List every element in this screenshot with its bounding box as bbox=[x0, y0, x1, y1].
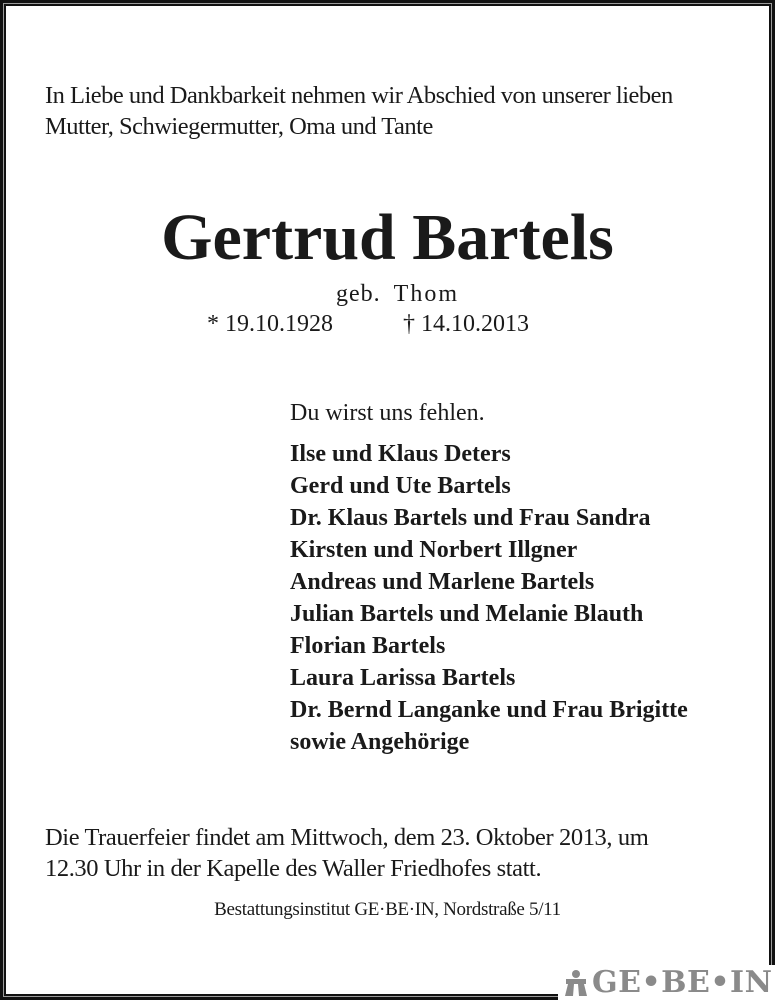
death-date: † 14.10.2013 bbox=[403, 311, 529, 337]
intro-line: Mutter, Schwiegermutter, Oma und Tante bbox=[45, 113, 433, 140]
undertaker-info: Bestattungsinstitut GE·BE·IN, Nordstraße 5/11 bbox=[214, 899, 561, 920]
mourner-entry: Andreas und Marlene Bartels bbox=[290, 569, 595, 595]
maiden-name: Thom bbox=[393, 281, 459, 307]
mourner-entry: Kirsten und Norbert Illgner bbox=[290, 537, 578, 563]
maiden-prefix: geb. bbox=[336, 281, 381, 307]
birth-date: * 19.10.1928 bbox=[207, 311, 333, 337]
service-line: 12.30 Uhr in der Kapelle des Waller Friedhofes statt. bbox=[45, 855, 542, 882]
gebein-figure-icon bbox=[564, 969, 588, 997]
mourner-entry: Laura Larissa Bartels bbox=[290, 665, 516, 691]
logo-text: GE•BE•IN bbox=[592, 965, 773, 1000]
mourner-entry: Dr. Klaus Bartels und Frau Sandra bbox=[290, 505, 651, 531]
mourner-entry: Florian Bartels bbox=[290, 633, 446, 659]
mourners-list bbox=[290, 438, 688, 758]
deceased-name: Gertrud Bartels bbox=[161, 201, 614, 274]
service-details bbox=[45, 822, 745, 884]
service-line: Die Trauerfeier findet am Mittwoch, dem 23. Oktober 2013, um bbox=[45, 824, 649, 851]
closing-phrase: Du wirst uns fehlen. bbox=[290, 400, 485, 426]
mourner-entry: Ilse und Klaus Deters bbox=[290, 441, 511, 467]
maiden-name-line bbox=[0, 280, 775, 308]
mourner-entry: Gerd und Ute Bartels bbox=[290, 473, 511, 499]
intro-text bbox=[45, 80, 745, 142]
intro-line: In Liebe und Dankbarkeit nehmen wir Abschied von unserer lieben bbox=[45, 82, 673, 109]
mourner-entry: sowie Angehörige bbox=[290, 729, 470, 755]
mourner-entry: Julian Bartels und Melanie Blauth bbox=[290, 601, 644, 627]
gebein-logo bbox=[558, 965, 775, 1001]
mourner-entry: Dr. Bernd Langanke und Frau Brigitte bbox=[290, 697, 688, 723]
